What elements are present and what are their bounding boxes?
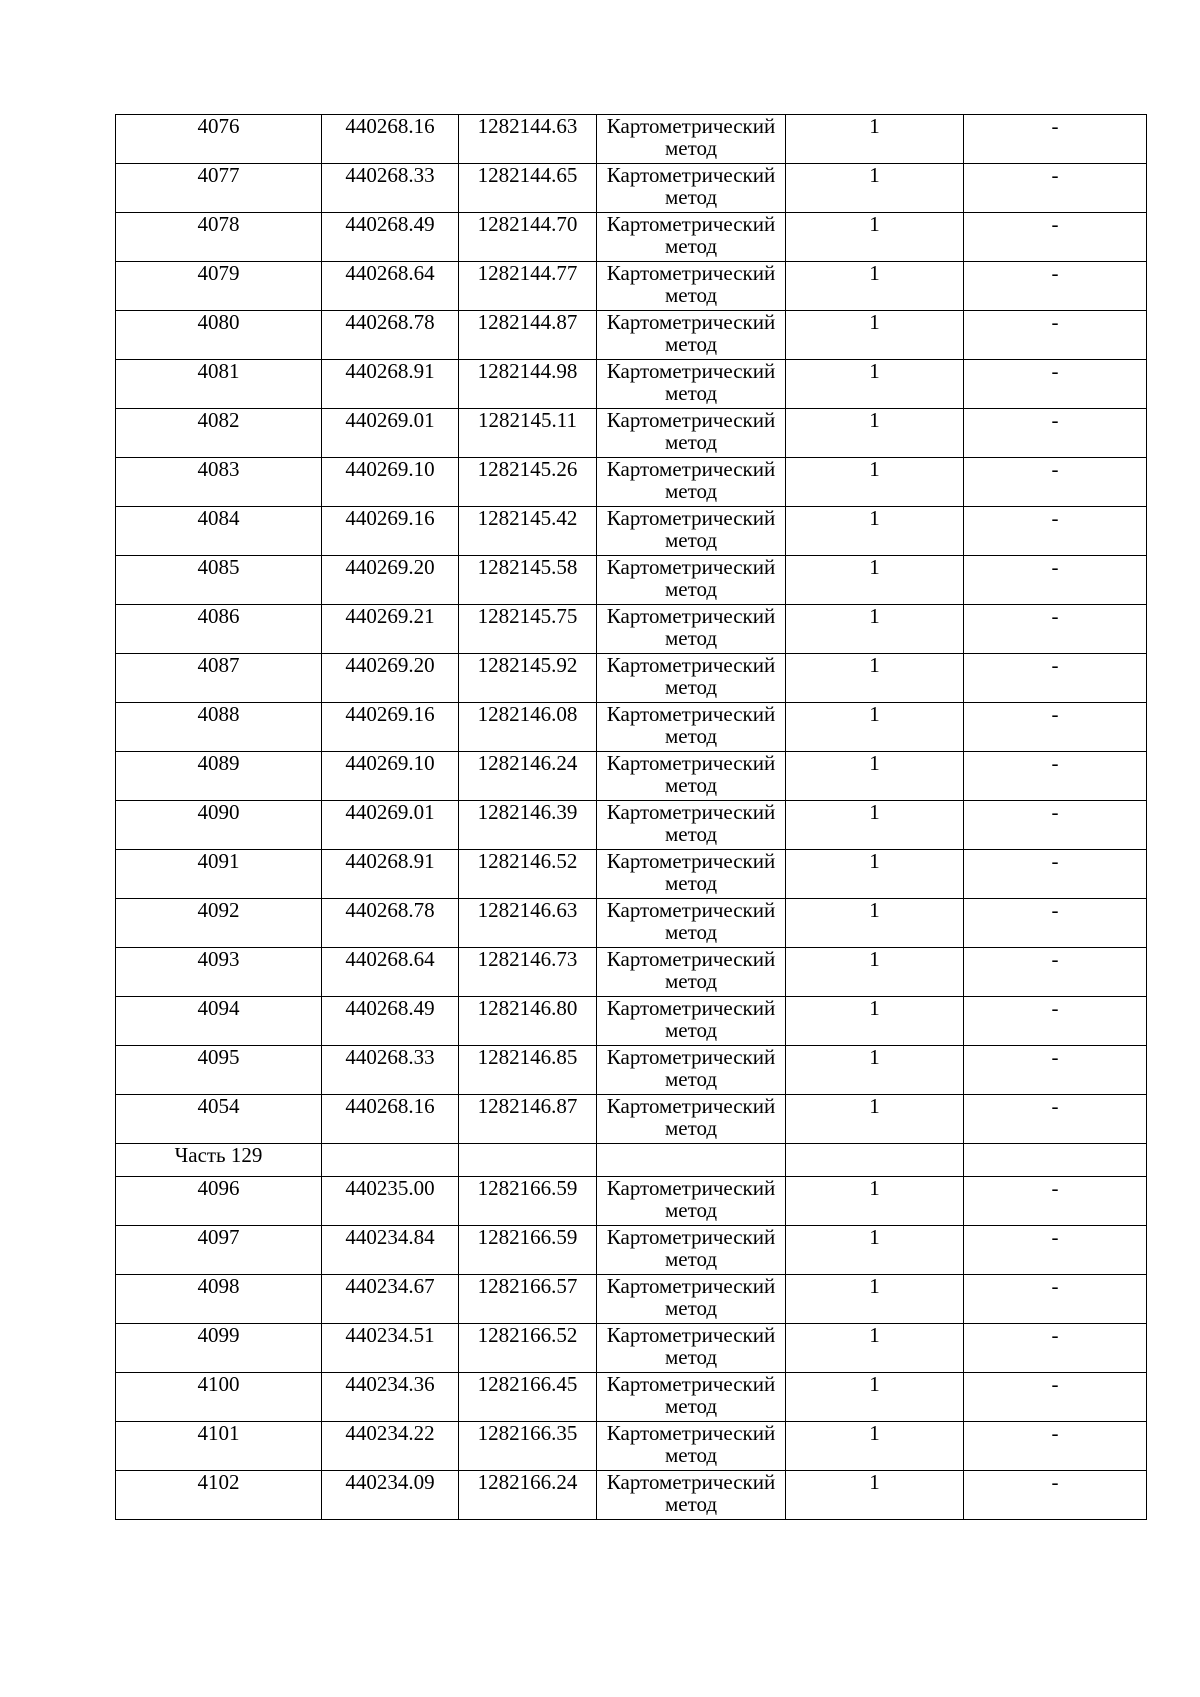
- y-coordinate-cell: 1282144.87: [459, 311, 597, 360]
- y-coordinate-cell: 1282146.24: [459, 752, 597, 801]
- method-cell: Картометрический метод: [597, 311, 786, 360]
- accuracy-cell: 1: [786, 1275, 964, 1324]
- table-row: [116, 1422, 1147, 1471]
- table-row: [116, 1046, 1147, 1095]
- point-id-cell: 4054: [116, 1095, 322, 1144]
- note-cell: -: [964, 360, 1147, 409]
- table-row: [116, 801, 1147, 850]
- accuracy-cell: 1: [786, 948, 964, 997]
- point-id-cell: 4093: [116, 948, 322, 997]
- point-id-cell: 4079: [116, 262, 322, 311]
- empty-cell: [322, 1144, 459, 1177]
- method-cell: Картометрический метод: [597, 1422, 786, 1471]
- y-coordinate-cell: 1282145.75: [459, 605, 597, 654]
- y-coordinate-cell: 1282146.73: [459, 948, 597, 997]
- point-id-cell: 4082: [116, 409, 322, 458]
- method-cell: Картометрический метод: [597, 507, 786, 556]
- x-coordinate-cell: 440234.36: [322, 1373, 459, 1422]
- y-coordinate-cell: 1282146.87: [459, 1095, 597, 1144]
- table-row: [116, 409, 1147, 458]
- note-cell: -: [964, 1422, 1147, 1471]
- point-id-cell: 4101: [116, 1422, 322, 1471]
- x-coordinate-cell: 440234.67: [322, 1275, 459, 1324]
- y-coordinate-cell: 1282146.63: [459, 899, 597, 948]
- method-cell: Картометрический метод: [597, 1177, 786, 1226]
- point-id-cell: 4086: [116, 605, 322, 654]
- table-row: [116, 458, 1147, 507]
- x-coordinate-cell: 440268.33: [322, 1046, 459, 1095]
- table-row: [116, 752, 1147, 801]
- accuracy-cell: 1: [786, 556, 964, 605]
- accuracy-cell: 1: [786, 997, 964, 1046]
- accuracy-cell: 1: [786, 115, 964, 164]
- note-cell: -: [964, 262, 1147, 311]
- x-coordinate-cell: 440234.51: [322, 1324, 459, 1373]
- method-cell: Картометрический метод: [597, 1095, 786, 1144]
- method-cell: Картометрический метод: [597, 164, 786, 213]
- point-id-cell: 4089: [116, 752, 322, 801]
- point-id-cell: 4090: [116, 801, 322, 850]
- accuracy-cell: 1: [786, 164, 964, 213]
- method-cell: Картометрический метод: [597, 850, 786, 899]
- table-row: [116, 654, 1147, 703]
- note-cell: -: [964, 703, 1147, 752]
- method-cell: Картометрический метод: [597, 1046, 786, 1095]
- table-row: [116, 1324, 1147, 1373]
- table-row: [116, 507, 1147, 556]
- table-row: [116, 213, 1147, 262]
- point-id-cell: 4081: [116, 360, 322, 409]
- x-coordinate-cell: 440234.22: [322, 1422, 459, 1471]
- table-row: [116, 556, 1147, 605]
- table-row: [116, 1095, 1147, 1144]
- x-coordinate-cell: 440234.84: [322, 1226, 459, 1275]
- method-cell: Картометрический метод: [597, 1373, 786, 1422]
- point-id-cell: 4077: [116, 164, 322, 213]
- accuracy-cell: 1: [786, 1095, 964, 1144]
- y-coordinate-cell: 1282166.52: [459, 1324, 597, 1373]
- note-cell: -: [964, 654, 1147, 703]
- y-coordinate-cell: 1282144.77: [459, 262, 597, 311]
- empty-cell: [597, 1144, 786, 1177]
- x-coordinate-cell: 440268.64: [322, 948, 459, 997]
- accuracy-cell: 1: [786, 409, 964, 458]
- y-coordinate-cell: 1282166.59: [459, 1226, 597, 1275]
- x-coordinate-cell: 440268.49: [322, 213, 459, 262]
- table-row: [116, 1275, 1147, 1324]
- x-coordinate-cell: 440269.01: [322, 801, 459, 850]
- x-coordinate-cell: 440268.78: [322, 311, 459, 360]
- method-cell: Картометрический метод: [597, 899, 786, 948]
- note-cell: -: [964, 115, 1147, 164]
- x-coordinate-cell: 440269.20: [322, 654, 459, 703]
- table-row: [116, 850, 1147, 899]
- note-cell: -: [964, 1275, 1147, 1324]
- point-id-cell: 4088: [116, 703, 322, 752]
- table-row: [116, 1471, 1147, 1520]
- y-coordinate-cell: 1282166.57: [459, 1275, 597, 1324]
- note-cell: -: [964, 311, 1147, 360]
- table-row: [116, 360, 1147, 409]
- method-cell: Картометрический метод: [597, 458, 786, 507]
- point-id-cell: 4080: [116, 311, 322, 360]
- method-cell: Картометрический метод: [597, 997, 786, 1046]
- x-coordinate-cell: 440268.16: [322, 1095, 459, 1144]
- accuracy-cell: 1: [786, 262, 964, 311]
- table-row: [116, 1226, 1147, 1275]
- x-coordinate-cell: 440269.20: [322, 556, 459, 605]
- table-row: [116, 997, 1147, 1046]
- point-id-cell: 4076: [116, 115, 322, 164]
- x-coordinate-cell: 440268.91: [322, 360, 459, 409]
- table-row: [116, 899, 1147, 948]
- method-cell: Картометрический метод: [597, 409, 786, 458]
- note-cell: -: [964, 556, 1147, 605]
- x-coordinate-cell: 440269.21: [322, 605, 459, 654]
- coordinates-table: [115, 114, 1147, 1520]
- method-cell: Картометрический метод: [597, 1226, 786, 1275]
- note-cell: -: [964, 605, 1147, 654]
- y-coordinate-cell: 1282145.26: [459, 458, 597, 507]
- y-coordinate-cell: 1282146.85: [459, 1046, 597, 1095]
- table-row: [116, 115, 1147, 164]
- point-id-cell: 4095: [116, 1046, 322, 1095]
- y-coordinate-cell: 1282144.70: [459, 213, 597, 262]
- y-coordinate-cell: 1282145.58: [459, 556, 597, 605]
- point-id-cell: 4094: [116, 997, 322, 1046]
- note-cell: -: [964, 458, 1147, 507]
- x-coordinate-cell: 440269.01: [322, 409, 459, 458]
- method-cell: Картометрический метод: [597, 703, 786, 752]
- section-row: [116, 1144, 1147, 1177]
- table-row: [116, 605, 1147, 654]
- point-id-cell: 4083: [116, 458, 322, 507]
- method-cell: Картометрический метод: [597, 752, 786, 801]
- y-coordinate-cell: 1282144.98: [459, 360, 597, 409]
- x-coordinate-cell: 440268.33: [322, 164, 459, 213]
- y-coordinate-cell: 1282166.59: [459, 1177, 597, 1226]
- y-coordinate-cell: 1282146.39: [459, 801, 597, 850]
- empty-cell: [459, 1144, 597, 1177]
- y-coordinate-cell: 1282144.63: [459, 115, 597, 164]
- accuracy-cell: 1: [786, 1226, 964, 1275]
- point-id-cell: 4091: [116, 850, 322, 899]
- y-coordinate-cell: 1282145.92: [459, 654, 597, 703]
- note-cell: -: [964, 948, 1147, 997]
- accuracy-cell: 1: [786, 850, 964, 899]
- note-cell: -: [964, 1324, 1147, 1373]
- accuracy-cell: 1: [786, 1471, 964, 1520]
- table-row: [116, 262, 1147, 311]
- x-coordinate-cell: 440269.10: [322, 458, 459, 507]
- note-cell: -: [964, 213, 1147, 262]
- x-coordinate-cell: 440268.91: [322, 850, 459, 899]
- y-coordinate-cell: 1282146.08: [459, 703, 597, 752]
- accuracy-cell: 1: [786, 1324, 964, 1373]
- note-cell: -: [964, 752, 1147, 801]
- method-cell: Картометрический метод: [597, 948, 786, 997]
- empty-cell: [786, 1144, 964, 1177]
- note-cell: -: [964, 899, 1147, 948]
- method-cell: Картометрический метод: [597, 360, 786, 409]
- accuracy-cell: 1: [786, 1046, 964, 1095]
- point-id-cell: 4092: [116, 899, 322, 948]
- y-coordinate-cell: 1282166.35: [459, 1422, 597, 1471]
- method-cell: Картометрический метод: [597, 654, 786, 703]
- section-label: Часть 129: [116, 1144, 322, 1177]
- note-cell: -: [964, 1226, 1147, 1275]
- point-id-cell: 4084: [116, 507, 322, 556]
- table-row: [116, 164, 1147, 213]
- table-body: [116, 115, 1147, 1520]
- method-cell: Картометрический метод: [597, 801, 786, 850]
- x-coordinate-cell: 440269.16: [322, 507, 459, 556]
- accuracy-cell: 1: [786, 360, 964, 409]
- y-coordinate-cell: 1282146.52: [459, 850, 597, 899]
- method-cell: Картометрический метод: [597, 262, 786, 311]
- method-cell: Картометрический метод: [597, 1471, 786, 1520]
- note-cell: -: [964, 1471, 1147, 1520]
- table-row: [116, 948, 1147, 997]
- accuracy-cell: 1: [786, 1177, 964, 1226]
- method-cell: Картометрический метод: [597, 213, 786, 262]
- x-coordinate-cell: 440235.00: [322, 1177, 459, 1226]
- method-cell: Картометрический метод: [597, 556, 786, 605]
- y-coordinate-cell: 1282145.11: [459, 409, 597, 458]
- method-cell: Картометрический метод: [597, 115, 786, 164]
- method-cell: Картометрический метод: [597, 605, 786, 654]
- accuracy-cell: 1: [786, 1422, 964, 1471]
- empty-cell: [964, 1144, 1147, 1177]
- note-cell: -: [964, 409, 1147, 458]
- accuracy-cell: 1: [786, 752, 964, 801]
- point-id-cell: 4096: [116, 1177, 322, 1226]
- point-id-cell: 4085: [116, 556, 322, 605]
- point-id-cell: 4102: [116, 1471, 322, 1520]
- accuracy-cell: 1: [786, 899, 964, 948]
- method-cell: Картометрический метод: [597, 1275, 786, 1324]
- note-cell: -: [964, 164, 1147, 213]
- table-row: [116, 311, 1147, 360]
- note-cell: -: [964, 1373, 1147, 1422]
- note-cell: -: [964, 850, 1147, 899]
- point-id-cell: 4097: [116, 1226, 322, 1275]
- method-cell: Картометрический метод: [597, 1324, 786, 1373]
- note-cell: -: [964, 997, 1147, 1046]
- y-coordinate-cell: 1282145.42: [459, 507, 597, 556]
- accuracy-cell: 1: [786, 311, 964, 360]
- table-row: [116, 1177, 1147, 1226]
- x-coordinate-cell: 440268.78: [322, 899, 459, 948]
- accuracy-cell: 1: [786, 703, 964, 752]
- point-id-cell: 4087: [116, 654, 322, 703]
- y-coordinate-cell: 1282166.24: [459, 1471, 597, 1520]
- accuracy-cell: 1: [786, 654, 964, 703]
- table-row: [116, 703, 1147, 752]
- point-id-cell: 4099: [116, 1324, 322, 1373]
- note-cell: -: [964, 507, 1147, 556]
- note-cell: -: [964, 1095, 1147, 1144]
- y-coordinate-cell: 1282146.80: [459, 997, 597, 1046]
- accuracy-cell: 1: [786, 801, 964, 850]
- y-coordinate-cell: 1282166.45: [459, 1373, 597, 1422]
- note-cell: -: [964, 1177, 1147, 1226]
- note-cell: -: [964, 1046, 1147, 1095]
- x-coordinate-cell: 440234.09: [322, 1471, 459, 1520]
- accuracy-cell: 1: [786, 458, 964, 507]
- point-id-cell: 4078: [116, 213, 322, 262]
- point-id-cell: 4098: [116, 1275, 322, 1324]
- table-row: [116, 1373, 1147, 1422]
- x-coordinate-cell: 440268.64: [322, 262, 459, 311]
- point-id-cell: 4100: [116, 1373, 322, 1422]
- accuracy-cell: 1: [786, 213, 964, 262]
- y-coordinate-cell: 1282144.65: [459, 164, 597, 213]
- x-coordinate-cell: 440268.49: [322, 997, 459, 1046]
- x-coordinate-cell: 440269.10: [322, 752, 459, 801]
- note-cell: -: [964, 801, 1147, 850]
- accuracy-cell: 1: [786, 507, 964, 556]
- x-coordinate-cell: 440268.16: [322, 115, 459, 164]
- accuracy-cell: 1: [786, 605, 964, 654]
- accuracy-cell: 1: [786, 1373, 964, 1422]
- x-coordinate-cell: 440269.16: [322, 703, 459, 752]
